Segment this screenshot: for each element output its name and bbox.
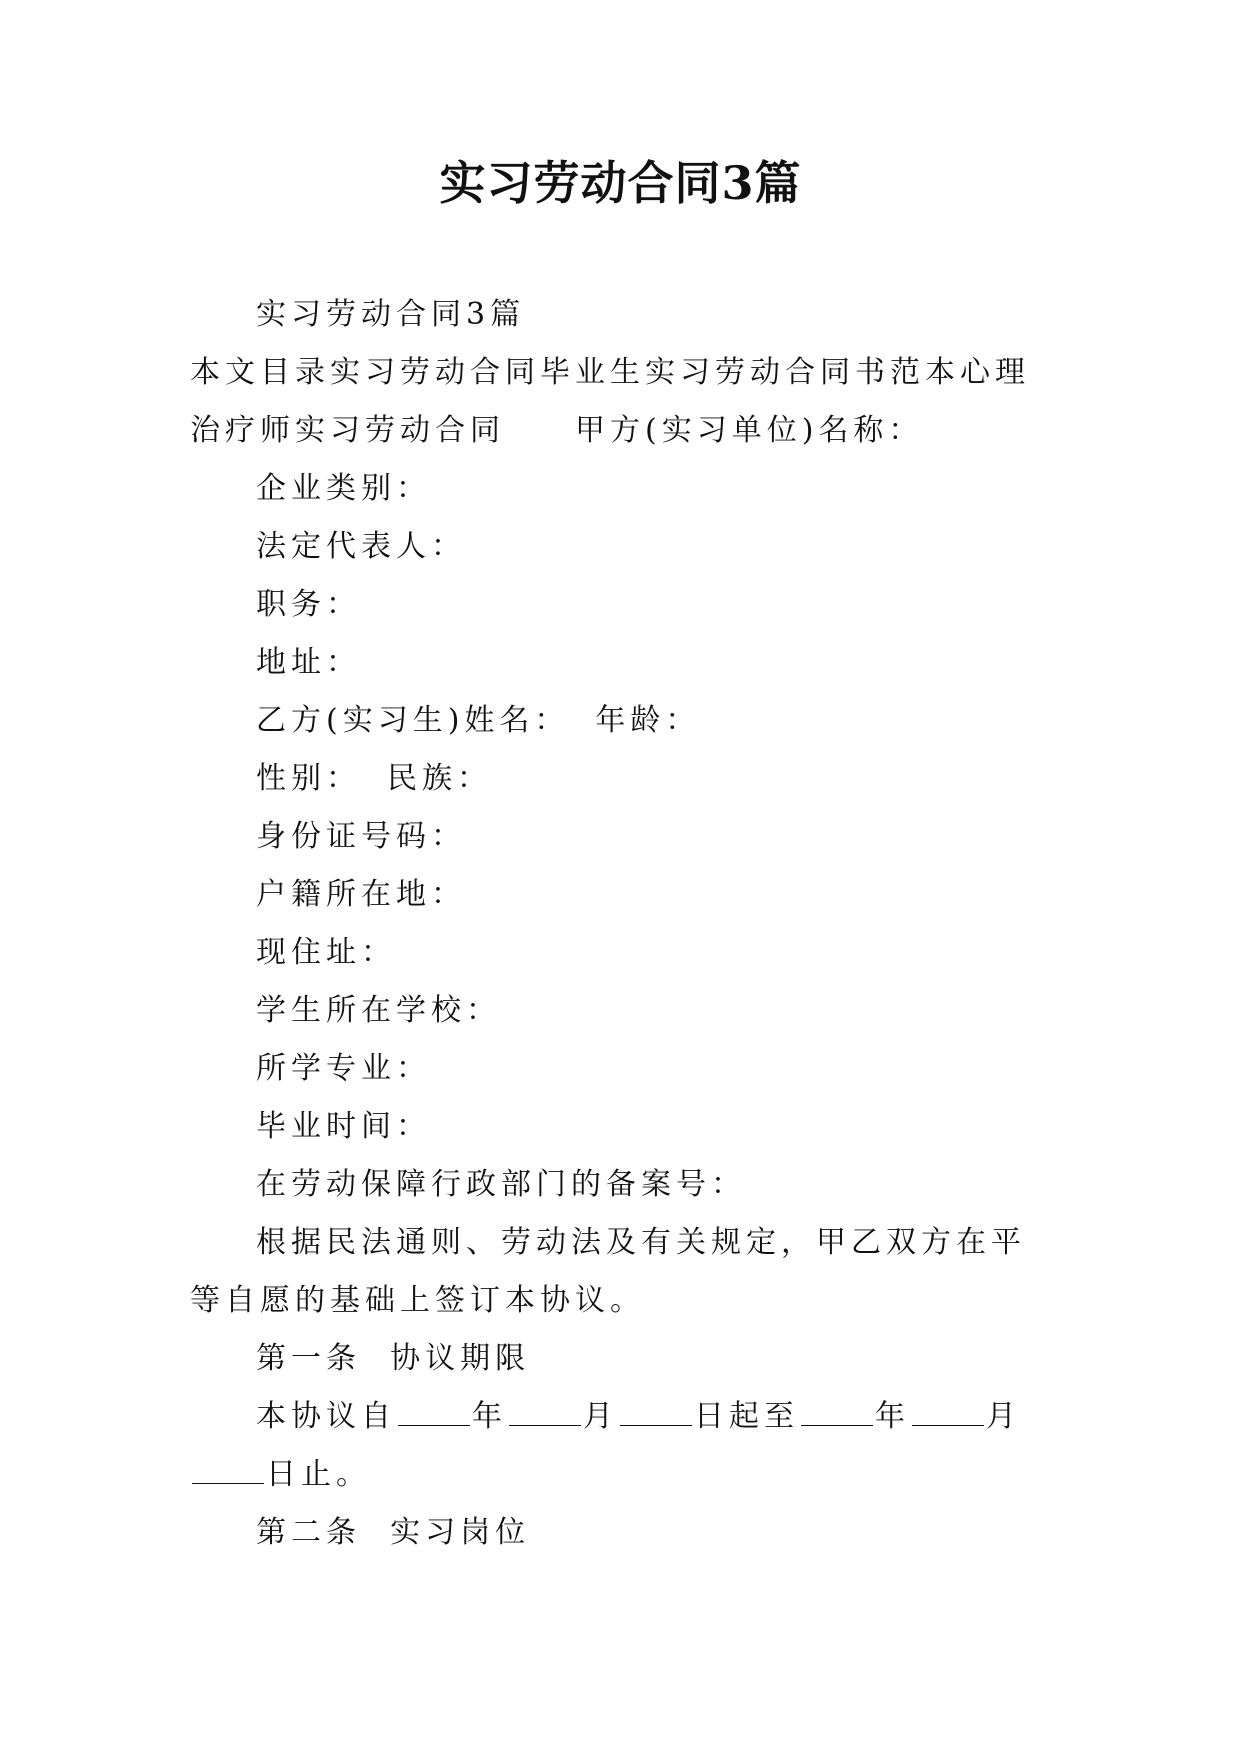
party-b-name-label: 乙方(实习生)姓名： (256, 703, 570, 738)
blank-line (509, 1399, 581, 1426)
field-position: 职务： (256, 587, 361, 622)
gender-label: 性别： (256, 761, 361, 796)
party-b-line (190, 692, 1050, 750)
party-a-name-label: 甲方(实习单位)名称： (575, 413, 924, 448)
field-current-address: 现住址： (256, 935, 396, 970)
article-2-heading: 第二条 实习岗位 (256, 1515, 531, 1550)
field-graduation-time: 毕业时间： (256, 1109, 431, 1144)
field-legal-representative: 法定代表人： (256, 529, 466, 564)
field-id-number: 身份证号码： (256, 819, 466, 854)
subtitle-line: 实习劳动合同3篇 (256, 297, 526, 332)
term-month-2: 月 (986, 1399, 1021, 1434)
term-year-2: 年 (875, 1399, 910, 1434)
blank-line (801, 1399, 873, 1426)
document-title: 实习劳动合同3篇 (439, 156, 802, 210)
document-body (190, 286, 1050, 1562)
basis-paragraph: 根据民法通则、劳动法及有关规定，甲乙双方在平等自愿的基础上签订本协议。 (190, 1225, 1026, 1318)
article-1-heading: 第一条 协议期限 (256, 1341, 531, 1376)
toc-paragraph (190, 344, 1050, 460)
ethnicity-label: 民族： (387, 761, 492, 796)
blank-line (192, 1457, 264, 1484)
field-address: 地址： (256, 645, 361, 680)
field-filing-number: 在劳动保障行政部门的备案号： (256, 1167, 746, 1202)
blank-line (398, 1399, 470, 1426)
term-prefix: 本协议自 (256, 1399, 396, 1434)
toc-text: 本文目录实习劳动合同毕业生实习劳动合同书范本心理治疗师实习劳动合同 (190, 355, 1030, 448)
gender-ethnicity-line (190, 750, 1050, 808)
blank-line (912, 1399, 984, 1426)
age-label: 年龄： (595, 703, 701, 738)
blank-line (620, 1399, 692, 1426)
term-paragraph (190, 1388, 1050, 1504)
field-enterprise-type: 企业类别： (256, 471, 431, 506)
term-year-1: 年 (472, 1399, 507, 1434)
term-month-1: 月 (583, 1399, 618, 1434)
term-day-1: 日起至 (694, 1399, 799, 1434)
field-major: 所学专业： (256, 1051, 431, 1086)
field-school: 学生所在学校： (256, 993, 501, 1028)
term-day-2: 日止。 (266, 1457, 371, 1492)
field-household-registration: 户籍所在地： (256, 877, 466, 912)
